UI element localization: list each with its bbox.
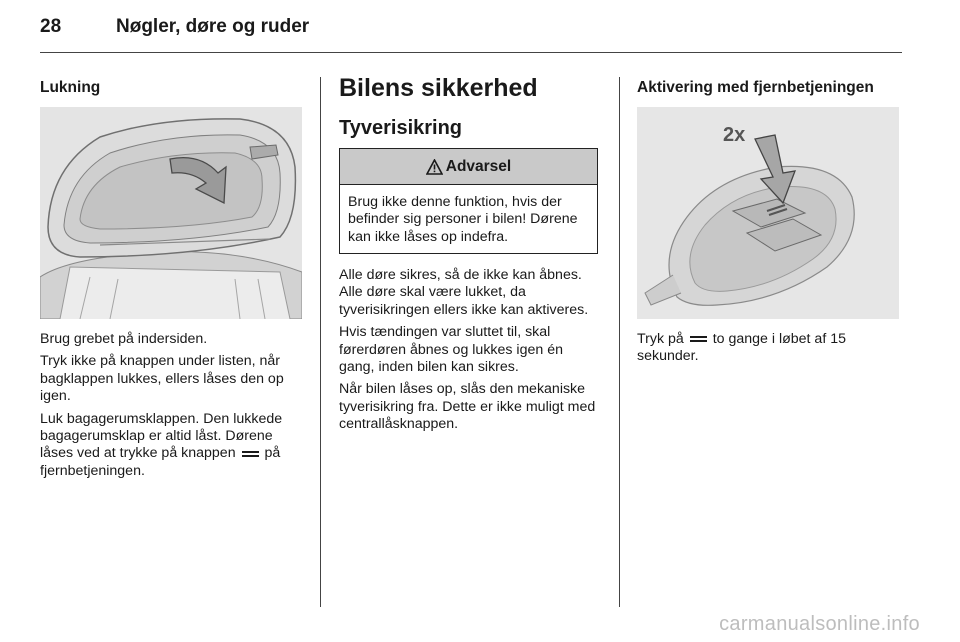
section-title: Bilens sikkerhed — [339, 74, 538, 102]
paragraph: Tryk ikke på knappen under listen, når bagklappen lukkes, ellers låses den op igen. — [40, 353, 284, 405]
lock-button-icon — [690, 334, 707, 344]
warning-box — [339, 148, 598, 254]
paragraph — [40, 411, 302, 481]
page-header-title: Nøgler, døre og ruder — [116, 16, 310, 37]
paragraph: Hvis tændingen var sluttet til, skal førerdøren åbnes og lukkes igen én gang, inden bilen kan sikres. — [339, 324, 563, 376]
warning-triangle-icon — [426, 159, 443, 175]
section-heading-lukning: Lukning — [40, 79, 101, 96]
aktivering-text — [637, 331, 899, 371]
tailgate-figure — [40, 107, 302, 319]
column-divider-2 — [619, 77, 620, 607]
warning-title: Advarsel — [445, 157, 512, 175]
section-subtitle: Tyverisikring — [339, 117, 463, 139]
remote-key-illustration — [637, 107, 899, 319]
column-divider-1 — [320, 77, 321, 607]
warning-header — [340, 149, 597, 185]
lukning-text — [40, 331, 302, 485]
watermark: carmanualsonline.info — [719, 613, 920, 635]
lock-button-icon — [242, 449, 259, 459]
section-heading-aktivering: Aktivering med fjernbetjeningen — [637, 79, 874, 96]
paragraph: Brug grebet på indersiden. — [40, 331, 208, 347]
header-divider — [40, 52, 902, 53]
paragraph: Når bilen låses op, slås den mekaniske tyverisikring fra. Dette er ikke muligt med centrallåsknappen. — [339, 381, 596, 433]
paragraph-part: to gange i løbet af 15 sekunder. — [637, 331, 846, 365]
paragraph-part: Tryk på — [637, 331, 684, 347]
page-number: 28 — [40, 16, 62, 37]
paragraph-part: Dørene låses ved at trykke på knappen — [40, 428, 273, 462]
paragraph-part: på fjernbetjeningen. — [40, 445, 281, 479]
tailgate-illustration — [40, 107, 302, 319]
warning-text: Brug ikke denne funktion, hvis der befinder sig personer i bilen! Dørene kan ikke låses op indefra. — [348, 194, 578, 245]
paragraph-part: Luk bagagerumsklappen. Den lukkede bagagerumsklap er altid låst. — [40, 410, 283, 445]
press-twice-label: 2x — [723, 124, 746, 146]
paragraph: Alle døre sikres, så de ikke kan åbnes. Alle døre skal være lukket, da tyverisikringen ellers ikke kan aktiveres. — [339, 267, 589, 318]
tyverisikring-text — [339, 267, 601, 439]
paragraph — [637, 331, 899, 366]
remote-key-figure — [637, 107, 899, 319]
